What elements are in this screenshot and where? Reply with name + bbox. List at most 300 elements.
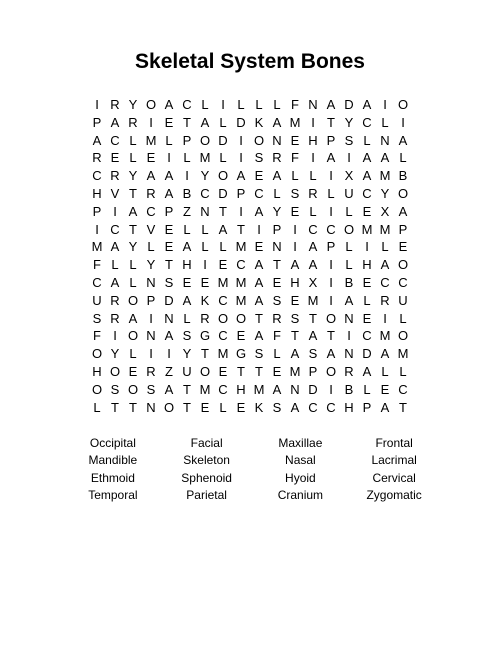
grid-letter[interactable]: L	[291, 168, 299, 184]
grid-letter[interactable]: A	[344, 292, 354, 308]
grid-letter[interactable]: N	[380, 132, 390, 148]
grid-letter[interactable]: E	[182, 274, 192, 290]
grid-letter[interactable]: A	[290, 257, 300, 273]
grid-letter[interactable]: C	[308, 399, 318, 415]
grid-letter[interactable]: A	[110, 114, 120, 130]
grid-letter[interactable]: N	[272, 239, 282, 255]
grid-letter[interactable]: I	[239, 150, 243, 166]
grid-letter[interactable]: C	[182, 97, 192, 112]
grid-letter[interactable]: M	[397, 346, 409, 362]
grid-letter[interactable]: O	[343, 221, 355, 237]
grid-letter[interactable]: Y	[344, 114, 354, 130]
grid-letter[interactable]: C	[254, 185, 264, 201]
grid-letter[interactable]: M	[379, 328, 391, 344]
grid-letter[interactable]: T	[273, 257, 281, 273]
grid-letter[interactable]: E	[290, 292, 300, 308]
grid-letter[interactable]: I	[221, 97, 225, 112]
grid-letter[interactable]: P	[164, 203, 174, 219]
grid-letter[interactable]: A	[362, 168, 372, 184]
grid-letter[interactable]: Y	[272, 203, 282, 219]
grid-letter[interactable]: V	[146, 221, 156, 237]
grid-letter[interactable]: I	[203, 257, 207, 273]
grid-letter[interactable]: U	[182, 363, 192, 379]
grid-letter[interactable]: R	[110, 97, 120, 112]
grid-letter[interactable]: L	[219, 150, 227, 166]
grid-letter[interactable]: L	[381, 114, 389, 130]
grid-letter[interactable]: H	[308, 132, 318, 148]
grid-letter[interactable]: F	[93, 328, 101, 344]
grid-letter[interactable]: A	[236, 168, 246, 184]
grid-letter[interactable]: R	[110, 292, 120, 308]
grid-letter[interactable]: A	[272, 168, 282, 184]
grid-letter[interactable]: A	[218, 221, 228, 237]
grid-letter[interactable]: M	[289, 114, 301, 130]
grid-letter[interactable]: I	[293, 239, 297, 255]
grid-letter[interactable]: A	[272, 381, 282, 397]
grid-letter[interactable]: O	[199, 132, 211, 148]
grid-letter[interactable]: C	[362, 114, 372, 130]
grid-letter[interactable]: A	[164, 381, 174, 397]
grid-letter[interactable]: S	[344, 132, 354, 148]
grid-letter[interactable]: L	[165, 132, 173, 148]
grid-letter[interactable]: X	[344, 168, 354, 184]
grid-letter[interactable]: A	[290, 399, 300, 415]
grid-letter[interactable]: O	[217, 168, 229, 184]
grid-letter[interactable]: A	[128, 203, 138, 219]
grid-letter[interactable]: P	[146, 292, 156, 308]
grid-letter[interactable]: E	[164, 221, 174, 237]
grid-letter[interactable]: L	[129, 257, 137, 273]
grid-letter[interactable]: A	[398, 132, 408, 148]
grid-letter[interactable]: M	[307, 292, 319, 308]
grid-letter[interactable]: I	[149, 346, 153, 362]
grid-letter[interactable]: E	[254, 168, 264, 184]
grid-letter[interactable]: P	[182, 132, 192, 148]
grid-letter[interactable]: C	[110, 221, 120, 237]
grid-letter[interactable]: C	[398, 274, 408, 290]
grid-letter[interactable]: O	[145, 97, 157, 112]
grid-letter[interactable]: A	[326, 97, 336, 112]
grid-letter[interactable]: A	[380, 150, 390, 166]
grid-letter[interactable]: E	[236, 328, 246, 344]
grid-letter[interactable]: L	[219, 239, 227, 255]
grid-letter[interactable]: P	[236, 185, 246, 201]
grid-letter[interactable]: A	[326, 346, 336, 362]
grid-letter[interactable]: I	[257, 221, 261, 237]
grid-letter[interactable]: Z	[165, 363, 173, 379]
grid-letter[interactable]: O	[325, 310, 337, 326]
grid-letter[interactable]: I	[311, 150, 315, 166]
grid-letter[interactable]: D	[218, 185, 228, 201]
grid-letter[interactable]: I	[149, 310, 153, 326]
grid-letter[interactable]: H	[182, 257, 192, 273]
grid-letter[interactable]: I	[401, 114, 405, 130]
grid-letter[interactable]: Y	[200, 168, 210, 184]
grid-letter[interactable]: I	[167, 346, 171, 362]
grid-letter[interactable]: M	[361, 221, 373, 237]
grid-letter[interactable]: S	[254, 150, 264, 166]
grid-letter[interactable]: M	[145, 132, 157, 148]
grid-letter[interactable]: T	[255, 310, 263, 326]
grid-letter[interactable]: E	[200, 399, 210, 415]
grid-letter[interactable]: E	[218, 257, 228, 273]
grid-letter[interactable]: L	[183, 310, 191, 326]
grid-letter[interactable]: B	[182, 185, 192, 201]
grid-letter[interactable]: I	[329, 381, 333, 397]
grid-letter[interactable]: L	[399, 150, 407, 166]
grid-letter[interactable]: M	[379, 221, 391, 237]
grid-letter[interactable]: L	[273, 346, 281, 362]
grid-letter[interactable]: M	[289, 363, 301, 379]
grid-letter[interactable]: G	[199, 328, 211, 344]
grid-letter[interactable]: U	[344, 185, 354, 201]
grid-letter[interactable]: A	[362, 97, 372, 112]
grid-letter[interactable]: C	[308, 221, 318, 237]
grid-letter[interactable]: A	[164, 185, 174, 201]
grid-letter[interactable]: L	[111, 257, 119, 273]
grid-letter[interactable]: A	[272, 114, 282, 130]
grid-letter[interactable]: O	[127, 292, 139, 308]
grid-letter[interactable]: E	[290, 132, 300, 148]
grid-letter[interactable]: A	[182, 292, 192, 308]
grid-letter[interactable]: R	[146, 185, 156, 201]
grid-letter[interactable]: D	[218, 132, 228, 148]
grid-letter[interactable]: T	[309, 310, 317, 326]
grid-letter[interactable]: L	[399, 363, 407, 379]
grid-letter[interactable]: K	[254, 399, 264, 415]
grid-letter[interactable]: T	[183, 399, 191, 415]
grid-letter[interactable]: C	[92, 168, 102, 184]
grid-letter[interactable]: I	[185, 168, 189, 184]
grid-letter[interactable]: T	[255, 363, 263, 379]
grid-letter[interactable]: L	[309, 168, 317, 184]
grid-letter[interactable]: L	[201, 221, 209, 237]
grid-letter[interactable]: A	[290, 346, 300, 362]
grid-letter[interactable]: L	[399, 310, 407, 326]
grid-letter[interactable]: T	[129, 221, 137, 237]
grid-letter[interactable]: L	[327, 185, 335, 201]
grid-letter[interactable]: L	[129, 132, 137, 148]
grid-letter[interactable]: I	[347, 150, 351, 166]
grid-letter[interactable]: T	[183, 114, 191, 130]
grid-letter[interactable]: I	[329, 168, 333, 184]
grid-letter[interactable]: O	[235, 310, 247, 326]
grid-letter[interactable]: T	[327, 114, 335, 130]
grid-letter[interactable]: S	[110, 381, 120, 397]
grid-letter[interactable]: T	[219, 203, 227, 219]
grid-letter[interactable]: M	[379, 168, 391, 184]
grid-letter[interactable]: E	[254, 239, 264, 255]
grid-letter[interactable]: L	[129, 150, 137, 166]
grid-letter[interactable]: O	[91, 381, 103, 397]
grid-letter[interactable]: P	[272, 221, 282, 237]
grid-letter[interactable]: L	[219, 114, 227, 130]
grid-letter[interactable]: A	[92, 132, 102, 148]
grid-letter[interactable]: N	[146, 399, 156, 415]
grid-letter[interactable]: P	[398, 221, 408, 237]
grid-letter[interactable]: Y	[110, 346, 120, 362]
grid-letter[interactable]: I	[365, 239, 369, 255]
grid-letter[interactable]: O	[253, 132, 265, 148]
grid-letter[interactable]: O	[325, 363, 337, 379]
grid-letter[interactable]: D	[308, 381, 318, 397]
grid-letter[interactable]: L	[201, 97, 209, 112]
grid-letter[interactable]: S	[146, 381, 156, 397]
grid-letter[interactable]: L	[183, 221, 191, 237]
grid-letter[interactable]: A	[254, 292, 264, 308]
grid-letter[interactable]: A	[308, 328, 318, 344]
grid-letter[interactable]: L	[363, 132, 371, 148]
grid-letter[interactable]: K	[200, 292, 210, 308]
grid-letter[interactable]: A	[254, 203, 264, 219]
grid-letter[interactable]: U	[92, 292, 102, 308]
grid-letter[interactable]: P	[92, 114, 102, 130]
grid-letter[interactable]: A	[164, 328, 174, 344]
grid-letter[interactable]: R	[128, 114, 138, 130]
grid-letter[interactable]: C	[398, 381, 408, 397]
grid-letter[interactable]: N	[308, 97, 318, 112]
grid-letter[interactable]: I	[167, 150, 171, 166]
grid-letter[interactable]: F	[291, 150, 299, 166]
grid-letter[interactable]: R	[92, 150, 102, 166]
grid-letter[interactable]: D	[362, 346, 372, 362]
grid-letter[interactable]: I	[95, 221, 99, 237]
grid-letter[interactable]: A	[380, 346, 390, 362]
grid-letter[interactable]: O	[127, 328, 139, 344]
grid-letter[interactable]: T	[237, 221, 245, 237]
grid-letter[interactable]: L	[219, 399, 227, 415]
grid-letter[interactable]: H	[92, 363, 102, 379]
grid-letter[interactable]: I	[113, 203, 117, 219]
grid-letter[interactable]: T	[183, 381, 191, 397]
grid-letter[interactable]: T	[129, 185, 137, 201]
grid-letter[interactable]: M	[235, 239, 247, 255]
grid-letter[interactable]: T	[165, 257, 173, 273]
grid-letter[interactable]: A	[128, 310, 138, 326]
grid-letter[interactable]: O	[397, 328, 409, 344]
grid-letter[interactable]: L	[93, 399, 101, 415]
grid-letter[interactable]: I	[95, 97, 99, 112]
grid-letter[interactable]: M	[235, 274, 247, 290]
grid-letter[interactable]: E	[290, 203, 300, 219]
grid-letter[interactable]: S	[182, 328, 192, 344]
grid-letter[interactable]: C	[200, 185, 210, 201]
grid-letter[interactable]: A	[308, 239, 318, 255]
grid-letter[interactable]: A	[200, 114, 210, 130]
grid-letter[interactable]: A	[182, 239, 192, 255]
grid-letter[interactable]: I	[311, 114, 315, 130]
grid-letter[interactable]: O	[217, 310, 229, 326]
grid-letter[interactable]: N	[164, 310, 174, 326]
grid-letter[interactable]: S	[254, 346, 264, 362]
grid-letter[interactable]: C	[146, 203, 156, 219]
grid-letter[interactable]: F	[273, 328, 281, 344]
grid-letter[interactable]: N	[290, 381, 300, 397]
grid-letter[interactable]: A	[164, 168, 174, 184]
grid-letter[interactable]: T	[201, 346, 209, 362]
grid-letter[interactable]: I	[149, 114, 153, 130]
grid-letter[interactable]: M	[217, 346, 229, 362]
grid-letter[interactable]: R	[146, 363, 156, 379]
grid-letter[interactable]: L	[129, 346, 137, 362]
grid-letter[interactable]: C	[110, 132, 120, 148]
grid-letter[interactable]: I	[383, 97, 387, 112]
grid-letter[interactable]: R	[272, 310, 282, 326]
grid-letter[interactable]: A	[254, 328, 264, 344]
grid-letter[interactable]: I	[347, 328, 351, 344]
grid-letter[interactable]: E	[362, 274, 372, 290]
grid-letter[interactable]: I	[329, 203, 333, 219]
grid-letter[interactable]: G	[235, 346, 247, 362]
grid-letter[interactable]: M	[91, 239, 103, 255]
grid-letter[interactable]: U	[398, 292, 408, 308]
grid-letter[interactable]: D	[164, 292, 174, 308]
grid-letter[interactable]: C	[362, 328, 372, 344]
grid-letter[interactable]: H	[290, 274, 300, 290]
grid-letter[interactable]: T	[129, 399, 137, 415]
grid-letter[interactable]: A	[308, 257, 318, 273]
grid-letter[interactable]: E	[272, 274, 282, 290]
grid-letter[interactable]: N	[146, 328, 156, 344]
grid-letter[interactable]: L	[345, 257, 353, 273]
grid-letter[interactable]: Y	[128, 168, 138, 184]
grid-letter[interactable]: E	[128, 363, 138, 379]
grid-letter[interactable]: H	[236, 381, 246, 397]
grid-letter[interactable]: L	[183, 150, 191, 166]
grid-letter[interactable]: A	[254, 274, 264, 290]
grid-letter[interactable]: O	[397, 185, 409, 201]
grid-letter[interactable]: L	[273, 97, 281, 112]
grid-letter[interactable]: E	[164, 239, 174, 255]
grid-letter[interactable]: S	[272, 399, 282, 415]
grid-letter[interactable]: L	[255, 97, 263, 112]
grid-letter[interactable]: L	[363, 292, 371, 308]
grid-letter[interactable]: O	[163, 399, 175, 415]
grid-letter[interactable]: Y	[146, 257, 156, 273]
grid-letter[interactable]: T	[291, 328, 299, 344]
grid-letter[interactable]: M	[199, 381, 211, 397]
grid-letter[interactable]: E	[362, 203, 372, 219]
grid-letter[interactable]: R	[272, 150, 282, 166]
grid-letter[interactable]: Y	[380, 185, 390, 201]
grid-letter[interactable]: E	[398, 239, 408, 255]
grid-letter[interactable]: Y	[182, 346, 192, 362]
grid-letter[interactable]: L	[273, 185, 281, 201]
grid-letter[interactable]: I	[239, 132, 243, 148]
grid-letter[interactable]: Y	[128, 97, 138, 112]
grid-letter[interactable]: B	[344, 274, 354, 290]
grid-letter[interactable]: D	[344, 97, 354, 112]
grid-letter[interactable]: L	[381, 363, 389, 379]
grid-letter[interactable]: S	[308, 346, 318, 362]
grid-letter[interactable]: E	[146, 150, 156, 166]
grid-letter[interactable]: R	[344, 363, 354, 379]
grid-letter[interactable]: C	[218, 292, 228, 308]
grid-letter[interactable]: H	[92, 185, 102, 201]
grid-letter[interactable]: E	[272, 363, 282, 379]
grid-letter[interactable]: R	[380, 292, 390, 308]
grid-letter[interactable]: M	[217, 274, 229, 290]
grid-letter[interactable]: Y	[128, 239, 138, 255]
grid-letter[interactable]: E	[164, 114, 174, 130]
grid-letter[interactable]: O	[109, 363, 121, 379]
grid-letter[interactable]: P	[308, 363, 318, 379]
grid-letter[interactable]: C	[326, 221, 336, 237]
grid-letter[interactable]: O	[199, 363, 211, 379]
grid-letter[interactable]: C	[236, 257, 246, 273]
grid-letter[interactable]: C	[326, 399, 336, 415]
grid-letter[interactable]: I	[329, 274, 333, 290]
grid-letter[interactable]: X	[380, 203, 390, 219]
grid-letter[interactable]: L	[237, 97, 245, 112]
grid-letter[interactable]: A	[146, 168, 156, 184]
grid-letter[interactable]: N	[344, 346, 354, 362]
grid-letter[interactable]: T	[111, 399, 119, 415]
grid-letter[interactable]: V	[110, 185, 120, 201]
grid-letter[interactable]: F	[291, 97, 299, 112]
grid-letter[interactable]: C	[92, 274, 102, 290]
grid-letter[interactable]: L	[345, 203, 353, 219]
grid-letter[interactable]: A	[254, 257, 264, 273]
grid-letter[interactable]: O	[91, 346, 103, 362]
grid-letter[interactable]: S	[272, 292, 282, 308]
grid-letter[interactable]: A	[110, 274, 120, 290]
grid-letter[interactable]: I	[239, 203, 243, 219]
grid-letter[interactable]: E	[236, 399, 246, 415]
grid-letter[interactable]: N	[272, 132, 282, 148]
grid-letter[interactable]: O	[127, 381, 139, 397]
grid-letter[interactable]: O	[397, 97, 409, 112]
grid-letter[interactable]: C	[362, 185, 372, 201]
grid-letter[interactable]: N	[146, 274, 156, 290]
grid-letter[interactable]: T	[327, 328, 335, 344]
grid-letter[interactable]: I	[329, 257, 333, 273]
grid-letter[interactable]: L	[363, 381, 371, 397]
grid-letter[interactable]: X	[308, 274, 318, 290]
grid-letter[interactable]: N	[344, 310, 354, 326]
grid-letter[interactable]: A	[326, 150, 336, 166]
grid-letter[interactable]: O	[397, 257, 409, 273]
grid-letter[interactable]: L	[345, 239, 353, 255]
grid-letter[interactable]: P	[326, 239, 336, 255]
grid-letter[interactable]: E	[110, 150, 120, 166]
grid-letter[interactable]: R	[308, 185, 318, 201]
grid-letter[interactable]: C	[218, 328, 228, 344]
grid-letter[interactable]: B	[344, 381, 354, 397]
grid-letter[interactable]: S	[290, 185, 300, 201]
grid-letter[interactable]: E	[200, 274, 210, 290]
grid-letter[interactable]: L	[129, 274, 137, 290]
grid-letter[interactable]: I	[383, 310, 387, 326]
grid-letter[interactable]: S	[92, 310, 102, 326]
grid-letter[interactable]: A	[362, 363, 372, 379]
grid-letter[interactable]: E	[380, 381, 390, 397]
grid-letter[interactable]: Z	[183, 203, 191, 219]
grid-letter[interactable]: L	[381, 239, 389, 255]
grid-letter[interactable]: P	[326, 132, 336, 148]
grid-letter[interactable]: P	[92, 203, 102, 219]
grid-letter[interactable]: M	[199, 150, 211, 166]
grid-letter[interactable]: T	[399, 399, 407, 415]
grid-letter[interactable]: L	[201, 239, 209, 255]
grid-letter[interactable]: F	[93, 257, 101, 273]
grid-letter[interactable]: E	[218, 363, 228, 379]
grid-letter[interactable]: I	[113, 328, 117, 344]
grid-letter[interactable]: M	[253, 381, 265, 397]
grid-letter[interactable]: L	[309, 203, 317, 219]
grid-letter[interactable]: P	[362, 399, 372, 415]
grid-letter[interactable]: B	[398, 168, 408, 184]
